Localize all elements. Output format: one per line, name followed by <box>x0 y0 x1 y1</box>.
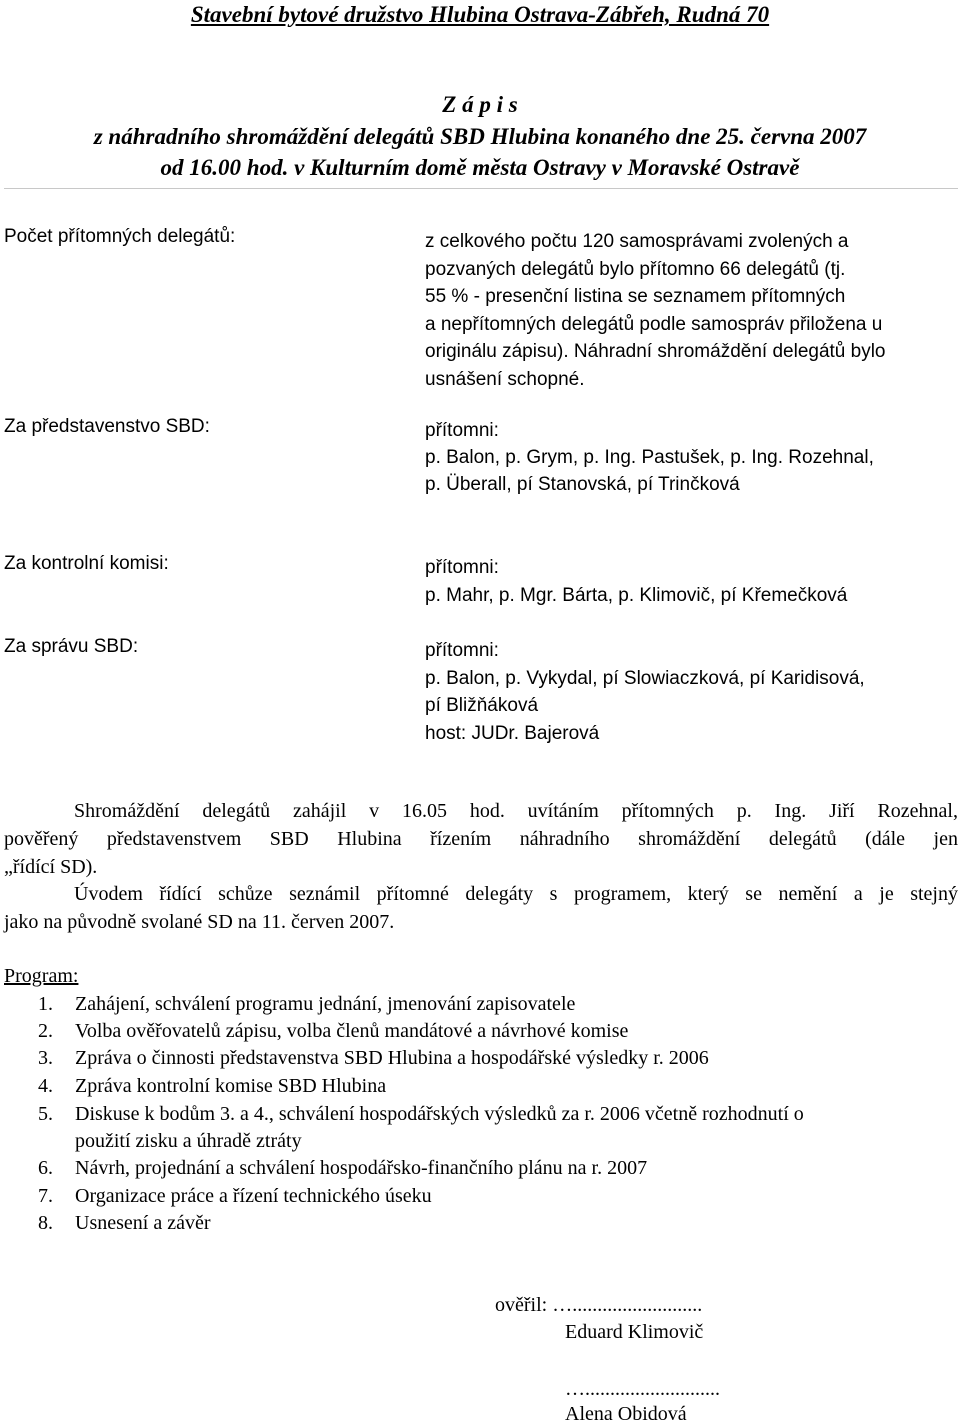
header-divider <box>4 188 958 189</box>
text-line: p. Überall, pí Stanovská, pí Trinčková <box>425 474 740 495</box>
paragraph-opening-line-2: pověřený představenstvem SBD Hlubina řízením náhradního shromáždění delegátů (dále jen <box>4 828 958 850</box>
program-item: Usnesení a závěr <box>75 1212 211 1234</box>
program-item: Volba ověřovatelů zápisu, volba členů mandátové a návrhové komise <box>75 1020 629 1042</box>
text-line: p. Balon, p. Grym, p. Ing. Pastušek, p. Ing. Rozehnal, <box>425 447 874 468</box>
paragraph-program-intro-line-1: Úvodem řídící schůze seznámil přítomné delegáty s programem, který se nemění a je stejný <box>74 883 958 905</box>
delegates-count-text <box>425 228 886 393</box>
program-item-continuation: použití zisku a úhradě ztráty <box>75 1130 302 1152</box>
program-heading: Program: <box>4 965 79 987</box>
writer-name: Alena Obidová <box>565 1403 687 1425</box>
text-line: z celkového počtu 120 samosprávami zvolených a <box>425 231 849 252</box>
program-item-number: 3. <box>38 1047 53 1069</box>
verifier-name: Eduard Klimovič <box>565 1321 704 1343</box>
program-item: Organizace práce a řízení technického úseku <box>75 1185 432 1207</box>
text-line: přítomni: <box>425 640 499 661</box>
text-line: přítomni: <box>425 420 499 441</box>
program-item: Zahájení, schválení programu jednání, jmenování zapisovatele <box>75 993 576 1015</box>
text-line: usnášení schopné. <box>425 368 585 390</box>
program-item-number: 8. <box>38 1212 53 1234</box>
paragraph-opening-line-1: Shromáždění delegátů zahájil v 16.05 hod. uvítáním přítomných p. Ing. Jiří Rozehnal, <box>74 800 958 822</box>
document-subtitle-line-1: z náhradního shromáždění delegátů SBD Hlubina konaného dne 25. června 2007 <box>93 124 867 149</box>
text-line: přítomni: <box>425 557 499 578</box>
control-committee-members <box>425 554 847 610</box>
program-item: Zpráva o činnosti představenstva SBD Hlubina a hospodářské výsledky r. 2006 <box>75 1047 709 1069</box>
text-line: host: JUDr. Bajerová <box>425 722 600 744</box>
text-line: pí Bližňáková <box>425 695 539 716</box>
program-item-number: 4. <box>38 1075 53 1097</box>
program-item: Diskuse k bodům 3. a 4., schválení hospodářských výsledků za r. 2006 včetně rozhodnutí o <box>75 1103 804 1125</box>
board-label: Za představenstvo SBD: <box>4 416 210 437</box>
administration-label: Za správu SBD: <box>4 636 139 657</box>
paragraph-program-intro-line-2: jako na původně svolané SD na 11. červen 2007. <box>4 911 395 933</box>
text-line: pozvaných delegátů bylo přítomno 66 delegátů (tj. <box>425 258 846 280</box>
program-item-number: 2. <box>38 1020 53 1042</box>
control-committee-label: Za kontrolní komisi: <box>4 553 169 574</box>
document-subtitle-line-2: od 16.00 hod. v Kulturním domě města Ostravy v Moravské Ostravě <box>160 155 800 180</box>
board-members <box>425 417 874 498</box>
delegates-count-label: Počet přítomných delegátů: <box>4 226 236 247</box>
administration-members <box>425 637 865 747</box>
text-line: a nepřítomných delegátů podle samospráv přiložena u <box>425 313 883 335</box>
program-item-number: 6. <box>38 1157 53 1179</box>
paragraph-opening-line-3: „řídící SD). <box>4 856 98 878</box>
program-item-number: 5. <box>38 1103 53 1125</box>
signature-dots: …........................... <box>565 1378 720 1400</box>
document-title: Z á p i s <box>442 92 518 117</box>
text-line: originálu zápisu). Náhradní shromáždění delegátů bylo <box>425 341 886 362</box>
program-item-number: 1. <box>38 993 53 1015</box>
program-item: Zpráva kontrolní komise SBD Hlubina <box>75 1075 387 1097</box>
text-line: p. Balon, p. Vykydal, pí Slowiaczková, pí Karidisová, <box>425 667 865 689</box>
text-line: 55 % - presenční listina se seznamem přítomných <box>425 286 846 307</box>
verified-by-label: ověřil: ….......................... <box>495 1294 703 1316</box>
organization-title: Stavební bytové družstvo Hlubina Ostrava-Zábřeh, Rudná 70 <box>190 2 770 27</box>
program-item: Návrh, projednání a schválení hospodářsko-finančního plánu na r. 2007 <box>75 1157 648 1179</box>
text-line: p. Mahr, p. Mgr. Bárta, p. Klimovič, pí Křemečková <box>425 585 848 606</box>
program-item-number: 7. <box>38 1185 53 1207</box>
